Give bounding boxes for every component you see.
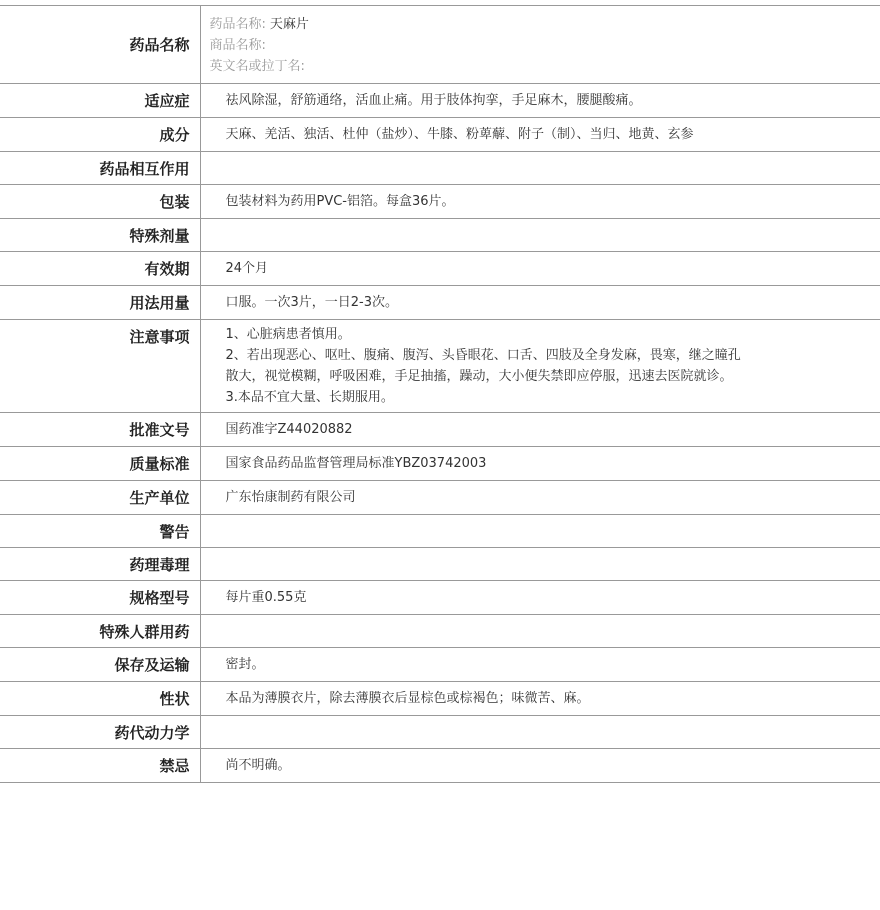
value-warning — [200, 515, 880, 548]
row-storage — [0, 648, 880, 682]
precaution-line: 2、若出现恶心、呕吐、腹痛、腹泻、头昏眼花、口舌、四肢及全身发麻，畏寒，继之瞳孔 — [225, 348, 741, 363]
generic-name-label: 药品名称: — [209, 17, 266, 32]
label-contraindications: 禁忌 — [0, 749, 200, 783]
label-special-dosage: 特殊剂量 — [0, 219, 200, 252]
label-storage: 保存及运输 — [0, 648, 200, 682]
label-specification: 规格型号 — [0, 581, 200, 615]
value-pharmacokinetics — [200, 716, 880, 749]
value-packaging: 包装材料为药用PVC-铝箔。每盒36片。 — [225, 194, 455, 209]
label-pharmacology: 药理毒理 — [0, 548, 200, 581]
row-drug-name — [0, 6, 880, 84]
label-approval-number: 批准文号 — [0, 413, 200, 447]
value-pharmacology — [200, 548, 880, 581]
row-interactions — [0, 152, 880, 185]
label-shelf-life: 有效期 — [0, 252, 200, 286]
row-special-dosage — [0, 219, 880, 252]
label-drug-name: 药品名称 — [0, 6, 200, 84]
row-shelf-life — [0, 252, 880, 286]
label-precautions: 注意事项 — [0, 320, 200, 413]
row-specification — [0, 581, 880, 615]
value-special-dosage — [200, 219, 880, 252]
row-contraindications — [0, 749, 880, 783]
value-contraindications: 尚不明确。 — [225, 758, 291, 773]
value-description: 本品为薄膜衣片，除去薄膜衣后显棕色或棕褐色；味微苦、麻。 — [225, 691, 590, 706]
label-warning: 警告 — [0, 515, 200, 548]
label-special-populations: 特殊人群用药 — [0, 615, 200, 648]
trade-name-line — [210, 35, 861, 56]
row-approval-number — [0, 413, 880, 447]
value-storage: 密封。 — [225, 657, 265, 672]
generic-name-value: 天麻片 — [269, 17, 309, 32]
label-interactions: 药品相互作用 — [0, 152, 200, 185]
row-packaging — [0, 185, 880, 219]
label-pharmacokinetics: 药代动力学 — [0, 716, 200, 749]
row-pharmacology — [0, 548, 880, 581]
latin-name-label: 英文名或拉丁名: — [209, 59, 305, 74]
value-specification: 每片重0.55克 — [225, 590, 307, 605]
value-ingredients: 天麻、羌活、独活、杜仲（盐炒）、牛膝、粉萆薢、附子（制）、当归、地黄、玄参 — [225, 127, 694, 142]
label-description: 性状 — [0, 682, 200, 716]
row-usage — [0, 286, 880, 320]
label-usage: 用法用量 — [0, 286, 200, 320]
value-indications: 祛风除湿，舒筋通络，活血止痛。用于肢体拘挛，手足麻木，腰腿酸痛。 — [225, 93, 642, 108]
value-drug-name — [200, 6, 880, 84]
value-quality-standard: 国家食品药品监督管理局标准YBZ03742003 — [225, 456, 487, 471]
label-indications: 适应症 — [0, 84, 200, 118]
label-quality-standard: 质量标准 — [0, 447, 200, 481]
latin-name-line — [210, 56, 861, 77]
trade-name-label: 商品名称: — [209, 38, 266, 53]
value-precautions — [200, 320, 880, 413]
value-approval-number: 国药准字Z44020882 — [225, 422, 353, 437]
precaution-line: 3.本品不宜大量、长期服用。 — [225, 390, 394, 405]
row-indications — [0, 84, 880, 118]
row-manufacturer — [0, 481, 880, 515]
row-warning — [0, 515, 880, 548]
value-usage: 口服。一次3片，一日2-3次。 — [225, 295, 399, 310]
generic-name-line — [210, 14, 861, 35]
row-pharmacokinetics — [0, 716, 880, 749]
row-quality-standard — [0, 447, 880, 481]
precaution-line: 散大，视觉模糊，呼吸困难，手足抽搐，躁动，大小便失禁即应停服，迅速去医院就诊。 — [225, 369, 733, 384]
label-manufacturer: 生产单位 — [0, 481, 200, 515]
row-precautions — [0, 320, 880, 413]
value-interactions — [200, 152, 880, 185]
drug-info-table — [0, 5, 880, 783]
value-manufacturer: 广东怡康制药有限公司 — [225, 490, 356, 505]
row-ingredients — [0, 118, 880, 152]
label-ingredients: 成分 — [0, 118, 200, 152]
row-description — [0, 682, 880, 716]
precaution-line: 1、心脏病患者慎用。 — [225, 327, 351, 342]
label-packaging: 包装 — [0, 185, 200, 219]
row-special-populations — [0, 615, 880, 648]
value-special-populations — [200, 615, 880, 648]
value-shelf-life: 24个月 — [225, 261, 269, 276]
